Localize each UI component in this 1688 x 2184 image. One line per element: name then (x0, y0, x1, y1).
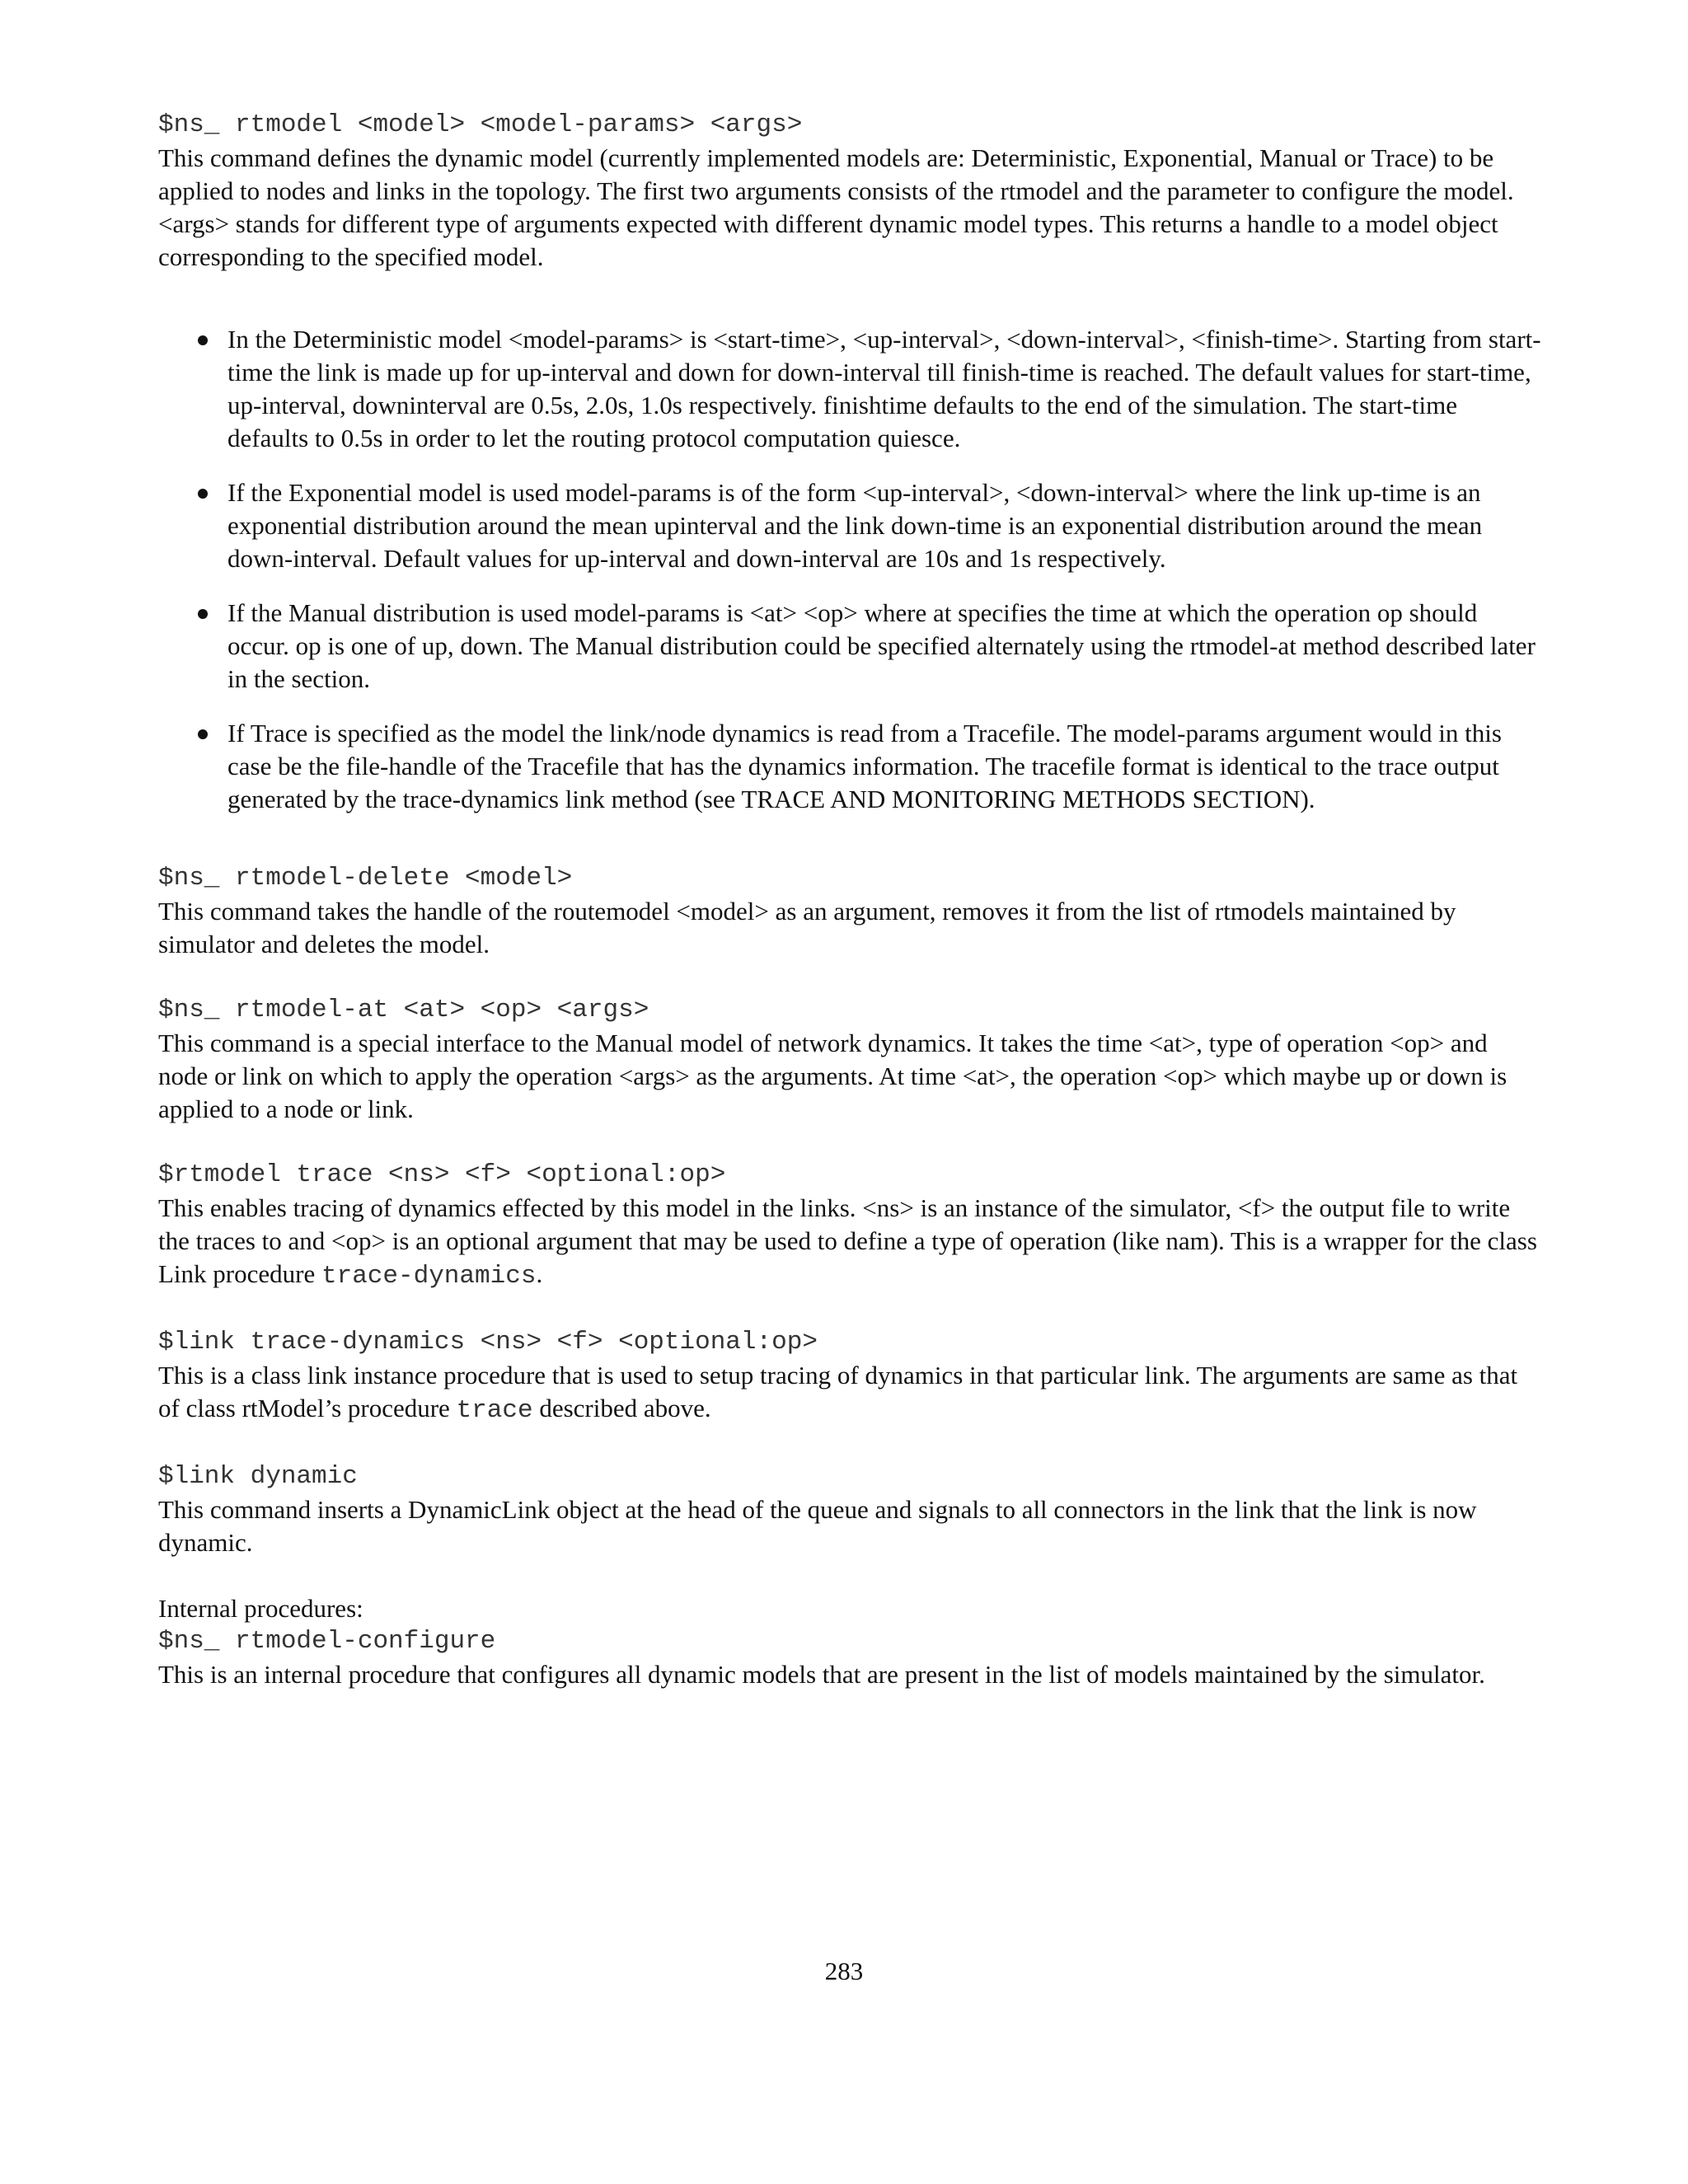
list-item (158, 597, 1543, 696)
entry-rtmodel-at (158, 994, 1543, 1126)
bullet-icon (198, 609, 208, 619)
list-item-text: In the Deterministic model <model-params> is <start-time>, <up-interval>, <down-interval>, <finish-time>. Starting from start-time the link is made up for up-interval and down for down-interval till finish-time is reached. The default values for start-time, up-interval, downinterval are 0.5s, 2.0s, 1.0s respectively. finishtime defaults to the end of the simulation. The start-time defaults to 0.5s in order to let the routing protocol computation quiesce. (227, 325, 1541, 452)
command-description: This command inserts a DynamicLink object at the head of the queue and signals to all connectors in the link that the link is now dynamic. (158, 1495, 1477, 1557)
command-description (158, 1192, 1543, 1293)
entry-link-dynamic (158, 1460, 1543, 1559)
command-description: This is an internal procedure that configures all dynamic models that are present in the list of models maintained by the simulator. (158, 1660, 1485, 1689)
command-description (158, 1359, 1543, 1427)
list-item (158, 476, 1543, 575)
description-text: This is a class link instance procedure that is used to setup tracing of dynamics in that particular link. The arguments are same as that of class rtModel’s procedure (158, 1361, 1518, 1422)
bullet-icon (198, 335, 208, 345)
command-signature: $rtmodel trace <ns> <f> <optional:op> (158, 1160, 726, 1189)
description-text: This enables tracing of dynamics effected by this model in the links. <ns> is an instance of the simulator, <f> the output file to write the traces to and <op> is an optional argument that may be used to define a type of operation (like nam). This is a wrapper for the class Link procedure (158, 1193, 1537, 1288)
entry-link-trace-dynamics (158, 1326, 1543, 1427)
command-signature: $ns_ rtmodel-at <at> <op> <args> (158, 996, 649, 1024)
entry-rtmodel (158, 109, 1543, 274)
command-description: This command takes the handle of the routemodel <model> as an argument, removes it from the list of rtmodels maintained by simulator and deletes the model. (158, 897, 1456, 958)
description-text-end: . (536, 1259, 543, 1288)
command-signature: $ns_ rtmodel-delete <model> (158, 864, 573, 893)
command-description: This command is a special interface to the Manual model of network dynamics. It takes the time <at>, type of operation <op> and node or link on which to apply the operation <args> as the arguments. At time <at>, the operation <op> which maybe up or down is applied to a node or link. (158, 1029, 1507, 1123)
bullet-icon (198, 489, 208, 499)
inline-code: trace (456, 1396, 533, 1425)
list-item (158, 717, 1543, 816)
bullet-icon (198, 729, 208, 739)
entry-rtmodel-delete (158, 862, 1543, 961)
entry-rtmodel-trace (158, 1159, 1543, 1293)
list-item (158, 323, 1543, 455)
page-number: 283 (824, 1957, 864, 1985)
description-text-end: described above. (532, 1394, 711, 1422)
command-signature: $ns_ rtmodel <model> <model-params> <args> (158, 110, 803, 139)
model-types-list (158, 323, 1543, 816)
command-description: This command defines the dynamic model (currently implemented models are: Deterministic, Exponential, Manual or Trace) to be applied to nodes and links in the topology. The first two arguments consists of the rtmodel and the parameter to configure the model. <args> stands for different type of arguments expected with different dynamic model types. This returns a handle to a model object corresponding to the specified model. (158, 143, 1514, 271)
inline-code: trace-dynamics (321, 1262, 537, 1291)
command-signature: $link dynamic (158, 1462, 358, 1491)
section-heading: Internal procedures: (158, 1594, 363, 1623)
list-item-text: If Trace is specified as the model the link/node dynamics is read from a Tracefile. The model-params argument would in this case be the file-handle of the Tracefile that has the dynamics information. The tracefile format is identical to the trace output generated by the trace-dynamics link method (see TRACE AND MONITORING METHODS SECTION). (227, 719, 1502, 813)
command-signature: $link trace-dynamics <ns> <f> <optional:op> (158, 1328, 818, 1357)
list-item-text: If the Manual distribution is used model-params is <at> <op> where at specifies the time at which the operation op should occur. op is one of up, down. The Manual distribution could be specified alternately using the rtmodel-at method described later in the section. (227, 598, 1536, 693)
entry-internal-procedures (158, 1592, 1543, 1691)
document-page (158, 109, 1543, 1724)
list-item-text: If the Exponential model is used model-params is of the form <up-interval>, <down-interval> where the link up-time is an exponential distribution around the mean upinterval and the link down-time is an exponential distribution around the mean down-interval. Default values for up-interval and down-interval are 10s and 1s respectively. (227, 478, 1483, 573)
command-signature: $ns_ rtmodel-configure (158, 1627, 496, 1656)
